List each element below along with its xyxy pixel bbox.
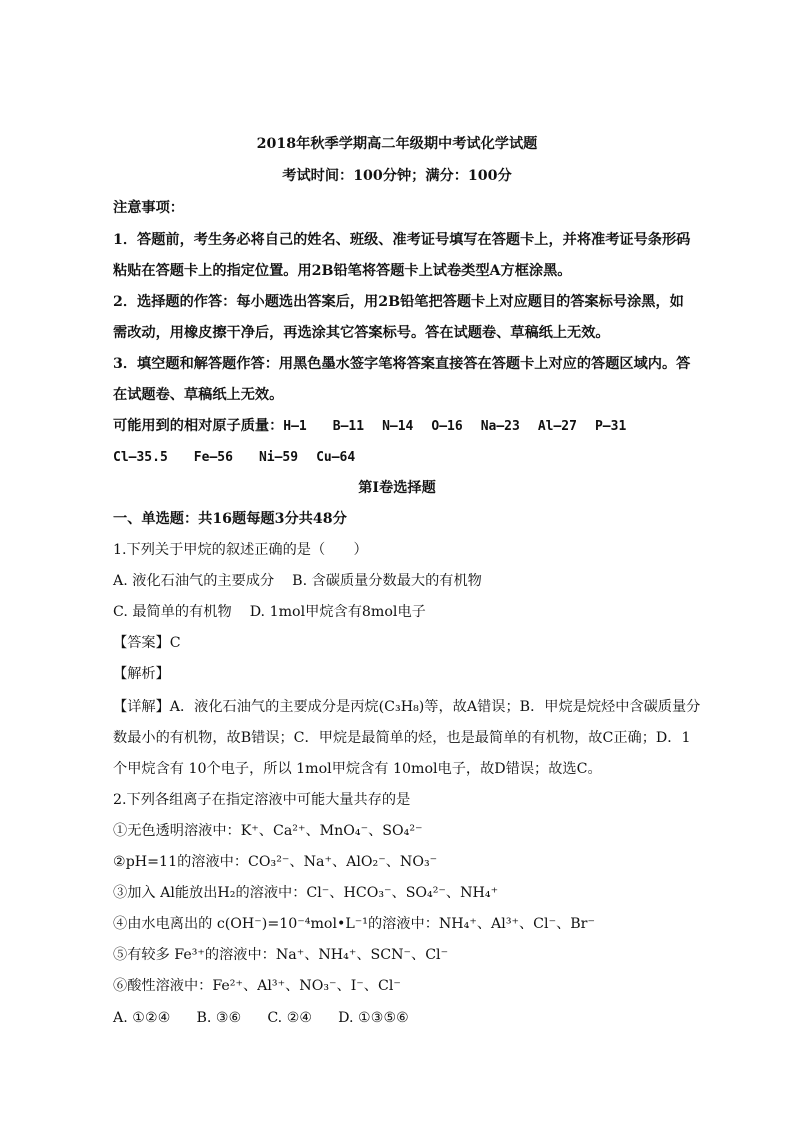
atomic-mass-line-1 [113,416,685,437]
atomic-mass-al: Al—27 [537,419,577,434]
q2-option-c: C. ②④ [267,1010,313,1026]
q1-detail-line-2: 数最小的有机物，故B错误；C．甲烷是最简单的烃，也是最简单的有机物，故C正确；D．1 [113,730,691,746]
q1-options-row-2 [113,602,685,622]
atomic-mass-cl: Cl—35.5 [113,450,168,465]
atomic-mass-cu: Cu—64 [316,450,356,465]
note-3-line-1: 3．填空题和解答题作答：用黑色墨水签字笔将答案直接答在答题卡上对应的答题区域内。答 [113,356,691,372]
note-3-line-2: 在试题卷、草稿纸上无效。 [113,387,284,403]
q2-options-row [113,1008,685,1028]
q2-item-1: ①无色透明溶液中：K⁺、Ca²⁺、MnO₄⁻、SO₄²⁻ [113,823,423,839]
q1-option-a: A. 液化石油气的主要成分 [113,573,275,589]
q2-item-4: ④由水电离出的 c(OH⁻)=10⁻⁴mol•L⁻¹的溶液中：NH₄⁺、Al³⁺、Cl⁻、Br⁻ [113,916,595,932]
q2-item-6: ⑥酸性溶液中：Fe²⁺、Al³⁺、NO₃⁻、I⁻、Cl⁻ [113,978,401,994]
atomic-mass-ni: Ni—59 [258,450,299,465]
atomic-mass-h: H—1 [283,419,307,434]
q1-analysis-label: 【解析】 [113,666,170,682]
atomic-mass-p: P—31 [594,419,627,434]
note-2-line-2: 需改动，用橡皮擦干净后，再选涂其它答案标号。答在试题卷、草稿纸上无效。 [113,325,610,341]
q1-answer: 【答案】C [113,635,181,651]
exam-subtitle: 考试时间：100分钟；满分：100分 [282,168,512,184]
q2-item-2: ②pH=11的溶液中：CO₃²⁻、Na⁺、AlO₂⁻、NO₃⁻ [113,854,438,870]
note-1-line-1: 1．答题前，考生务必将自己的姓名、班级、准考证号填写在答题卡上，并将准考证号条形码 [113,232,691,248]
notes-heading: 注意事项： [113,200,184,216]
atomic-mass-line-2 [113,447,685,468]
q1-options-row-1 [113,571,685,591]
q2-option-a: A. ①②④ [113,1010,171,1026]
q2-item-5: ⑤有较多 Fe³⁺的溶液中：Na⁺、NH₄⁺、SCN⁻、Cl⁻ [113,947,449,963]
q2-stem: 2.下列各组离子在指定溶液中可能大量共存的是 [113,792,411,808]
atomic-mass-o: O—16 [431,419,463,434]
q2-option-b: B. ③⑥ [196,1010,242,1026]
exam-title: 2018年秋季学期高二年级期中考试化学试题 [256,136,538,152]
q1-option-b: B. 含碳质量分数最大的有机物 [292,573,482,589]
atomic-mass-label: 可能用到的相对原子质量： [113,418,284,434]
q1-option-d: D. 1mol甲烷含有8mol电子 [249,604,426,620]
atomic-mass-fe: Fe—56 [193,450,233,465]
atomic-mass-na: Na—23 [480,419,520,434]
atomic-mass-b: B—11 [332,419,365,434]
q1-option-c: C. 最简单的有机物 [113,604,232,620]
atomic-mass-n: N—14 [382,419,414,434]
note-1-line-2: 粘贴在答题卡上的指定位置。用2B铅笔将答题卡上试卷类型A方框涂黑。 [113,263,572,279]
q1-stem: 1.下列关于甲烷的叙述正确的是（ ） [113,542,368,558]
q1-detail-line-1: 【详解】A．液化石油气的主要成分是丙烷(C₃H₈)等，故A错误；B．甲烷是烷烃中含碳质量分 [113,699,701,715]
section-title: 第I卷选择题 [358,480,436,496]
section-part-heading: 一、单选题：共16题每题3分共48分 [113,511,347,527]
q2-option-d: D. ①③⑤⑥ [338,1010,409,1026]
q2-item-3: ③加入 Al能放出H₂的溶液中：Cl⁻、HCO₃⁻、SO₄²⁻、NH₄⁺ [113,885,499,901]
note-2-line-1: 2．选择题的作答：每小题选出答案后，用2B铅笔把答题卡上对应题目的答案标号涂黑，如 [113,294,684,310]
q1-detail-line-3: 个甲烷含有 10个电子，所以 1mol甲烷含有 10mol电子，故D错误；故选C。 [113,761,602,777]
